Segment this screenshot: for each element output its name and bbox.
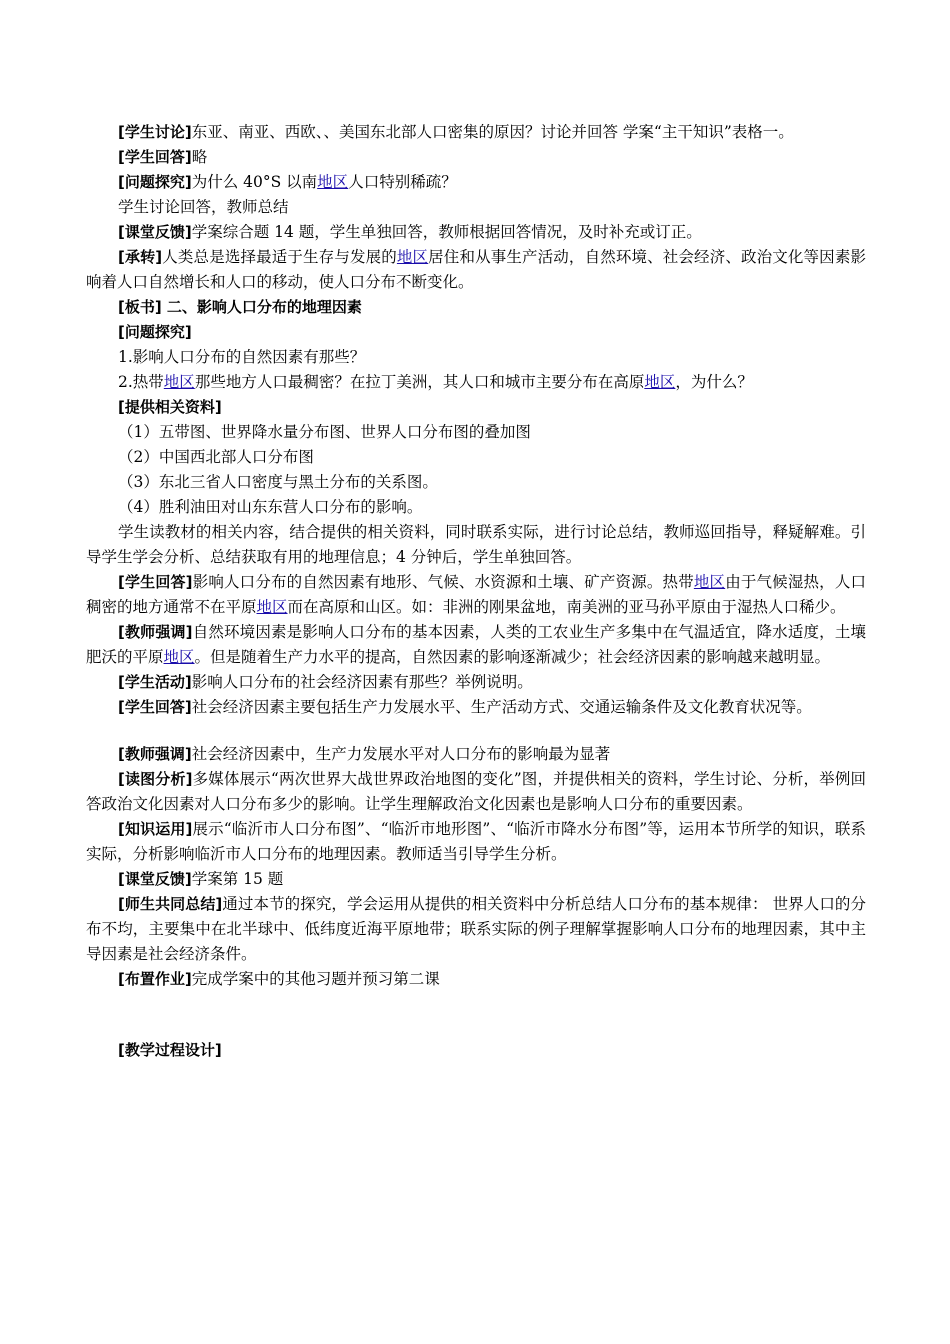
materials-heading: [提供相关资料] — [118, 398, 222, 416]
paragraph-text: 学案第 15 题 — [191, 870, 284, 888]
paragraph-text: 而在高原和山区。如：非洲的刚果盆地，南美洲的亚马孙平原由于湿热人口稀少。 — [287, 598, 846, 616]
paragraph-text: 人口特别稀疏？ — [348, 173, 457, 191]
tag-label: [课堂反馈] — [118, 223, 192, 241]
paragraph-text: 影响人口分布的社会经济因素有那些？举例说明。 — [191, 673, 533, 691]
tag-label: [学生回答] — [118, 148, 192, 166]
material-item-3: （3）东北三省人口密度与黑土分布的关系图。 — [118, 473, 438, 491]
blackboard-heading: [板书] 二、影响人口分布的地理因素 — [118, 298, 362, 316]
paragraph-text: 完成学案中的其他习题并预习第二课 — [191, 970, 440, 988]
tag-label: [承转] — [118, 248, 163, 266]
region-link[interactable]: 地区 — [693, 573, 726, 591]
paragraph-text: 社会经济因素主要包括生产力发展水平、生产活动方式、交通运输条件及文化教育状况等。 — [191, 698, 812, 716]
paragraph-teacher-emphasis — [86, 620, 866, 670]
paragraph-text: 自然环境因素是影响人口分布的基本因素，人类的工农业生产多集中在气温适宜，降水适度，土壤肥沃的平原 — [86, 623, 866, 666]
paragraph-text: 展示“临沂市人口分布图”、“临沂市地形图”、“临沂市降水分布图”等，运用本节所学的知识，联系实际，分析影响临沂市人口分布的地理因素。教师适当引导学生分析。 — [86, 820, 866, 863]
paragraph-text: 多媒体展示“两次世界大战世界政治地图的变化”图，并提供相关的资料，学生讨论、分析，举例回答政治文化因素对人口分布多少的影响。让学生理解政治文化因素也是影响人口分布的重要因素。 — [86, 770, 866, 813]
paragraph-student-discussion — [86, 120, 866, 145]
question-item-1: 1.影响人口分布的自然因素有那些？ — [118, 348, 366, 366]
paragraph-teacher-summary — [86, 195, 866, 220]
process-design-heading: [教学过程设计] — [118, 1041, 222, 1059]
material-item-2: （2）中国西北部人口分布图 — [118, 448, 314, 466]
paragraph-student-answer-natural — [86, 570, 866, 620]
tag-label: [课堂反馈] — [118, 870, 192, 888]
paragraph-text: 通过本节的探究，学会运用从提供的相关资料中分析总结人口分布的基本规律： 世界人口的分布不均，主要集中在北半球中、低纬度近海平原地带；联系实际的例子理解掌握影响人口分布的地理因素，其中主导因素是社会经济条件。 — [86, 895, 866, 963]
paragraph-text: 为什么 40°S 以南 — [191, 173, 318, 191]
paragraph-student-activity — [86, 670, 866, 695]
region-link[interactable]: 地区 — [256, 598, 288, 616]
material-item-1: （1）五带图、世界降水量分布图、世界人口分布图的叠加图 — [118, 423, 531, 441]
tag-label: [学生讨论] — [118, 123, 192, 141]
paragraph-student-answer-social — [86, 695, 866, 720]
tag-label: [学生回答] — [118, 573, 193, 591]
question-explore-heading: [问题探究] — [118, 323, 192, 341]
region-link[interactable]: 地区 — [396, 248, 429, 266]
paragraph-text: 学生讨论回答，教师总结 — [118, 198, 289, 216]
paragraph-map-analysis — [86, 767, 866, 817]
tag-label: [教师强调] — [118, 745, 192, 763]
paragraph-student-answer — [86, 145, 866, 170]
paragraph-text: 2.热带 — [118, 373, 164, 391]
paragraph-question-explore — [86, 170, 866, 195]
tag-label: [问题探究] — [118, 173, 192, 191]
tag-label: [教师强调] — [118, 623, 193, 641]
paragraph-homework — [86, 967, 866, 992]
paragraph-class-feedback — [86, 220, 866, 245]
paragraph-text: 。但是随着生产力水平的提高，自然因素的影响逐渐减少；社会经济因素的影响越来越明显。 — [194, 648, 831, 666]
paragraph-student-reading: 学生读教材的相关内容，结合提供的相关资料，同时联系实际，进行讨论总结，教师巡回指导，释疑解难。引导学生学会分析、总结获取有用的地理信息；4 分钟后，学生单独回答。 — [86, 523, 866, 566]
question-item-2 — [86, 370, 866, 395]
paragraph-text: 影响人口分布的自然因素有地形、气候、水资源和土壤、矿产资源。热带 — [192, 573, 694, 591]
paragraph-class-feedback-2 — [86, 867, 866, 892]
region-link[interactable]: 地区 — [163, 373, 195, 391]
paragraph-text: 略 — [191, 148, 208, 166]
material-item-4: （4）胜利油田对山东东营人口分布的影响。 — [118, 498, 423, 516]
tag-label: [学生活动] — [118, 673, 192, 691]
paragraph-text: 学案综合题 14 题，学生单独回答，教师根据回答情况，及时补充或订正。 — [191, 223, 702, 241]
tag-label: [布置作业] — [118, 970, 192, 988]
tag-label: [知识运用] — [118, 820, 193, 838]
paragraph-transition — [86, 245, 866, 295]
paragraph-text: ，为什么？ — [675, 373, 753, 391]
paragraph-text: 人类总是选择最适于生存与发展的 — [162, 248, 397, 266]
paragraph-knowledge-application — [86, 817, 866, 867]
paragraph-joint-summary — [86, 892, 866, 967]
paragraph-text: 社会经济因素中，生产力发展水平对人口分布的影响最为显著 — [191, 745, 611, 763]
paragraph-text: 居住和从事生产活动，自然环境、社会经济、政治文化等因素影响着人口自然增长和人口的移动，使人口分布不断变化。 — [86, 248, 866, 291]
tag-label: [师生共同总结] — [118, 895, 223, 913]
paragraph-teacher-emphasis-social — [86, 742, 866, 767]
tag-label: [学生回答] — [118, 698, 192, 716]
region-link[interactable]: 地区 — [163, 648, 195, 666]
region-link[interactable]: 地区 — [317, 173, 349, 191]
spacer — [86, 720, 866, 742]
region-link[interactable]: 地区 — [644, 373, 676, 391]
tag-label: [读图分析] — [118, 770, 193, 788]
paragraph-text: 那些地方人口最稠密？在拉丁美洲，其人口和城市主要分布在高原 — [194, 373, 645, 391]
document-body — [86, 120, 866, 1063]
paragraph-text: 由于气候湿热，人口稠密的地方通常不在平原 — [86, 573, 866, 616]
paragraph-text: 东亚、南亚、西欧、、美国东北部人口密集的原因？讨论并回答 学案“主干知识”表格一。 — [191, 123, 794, 141]
